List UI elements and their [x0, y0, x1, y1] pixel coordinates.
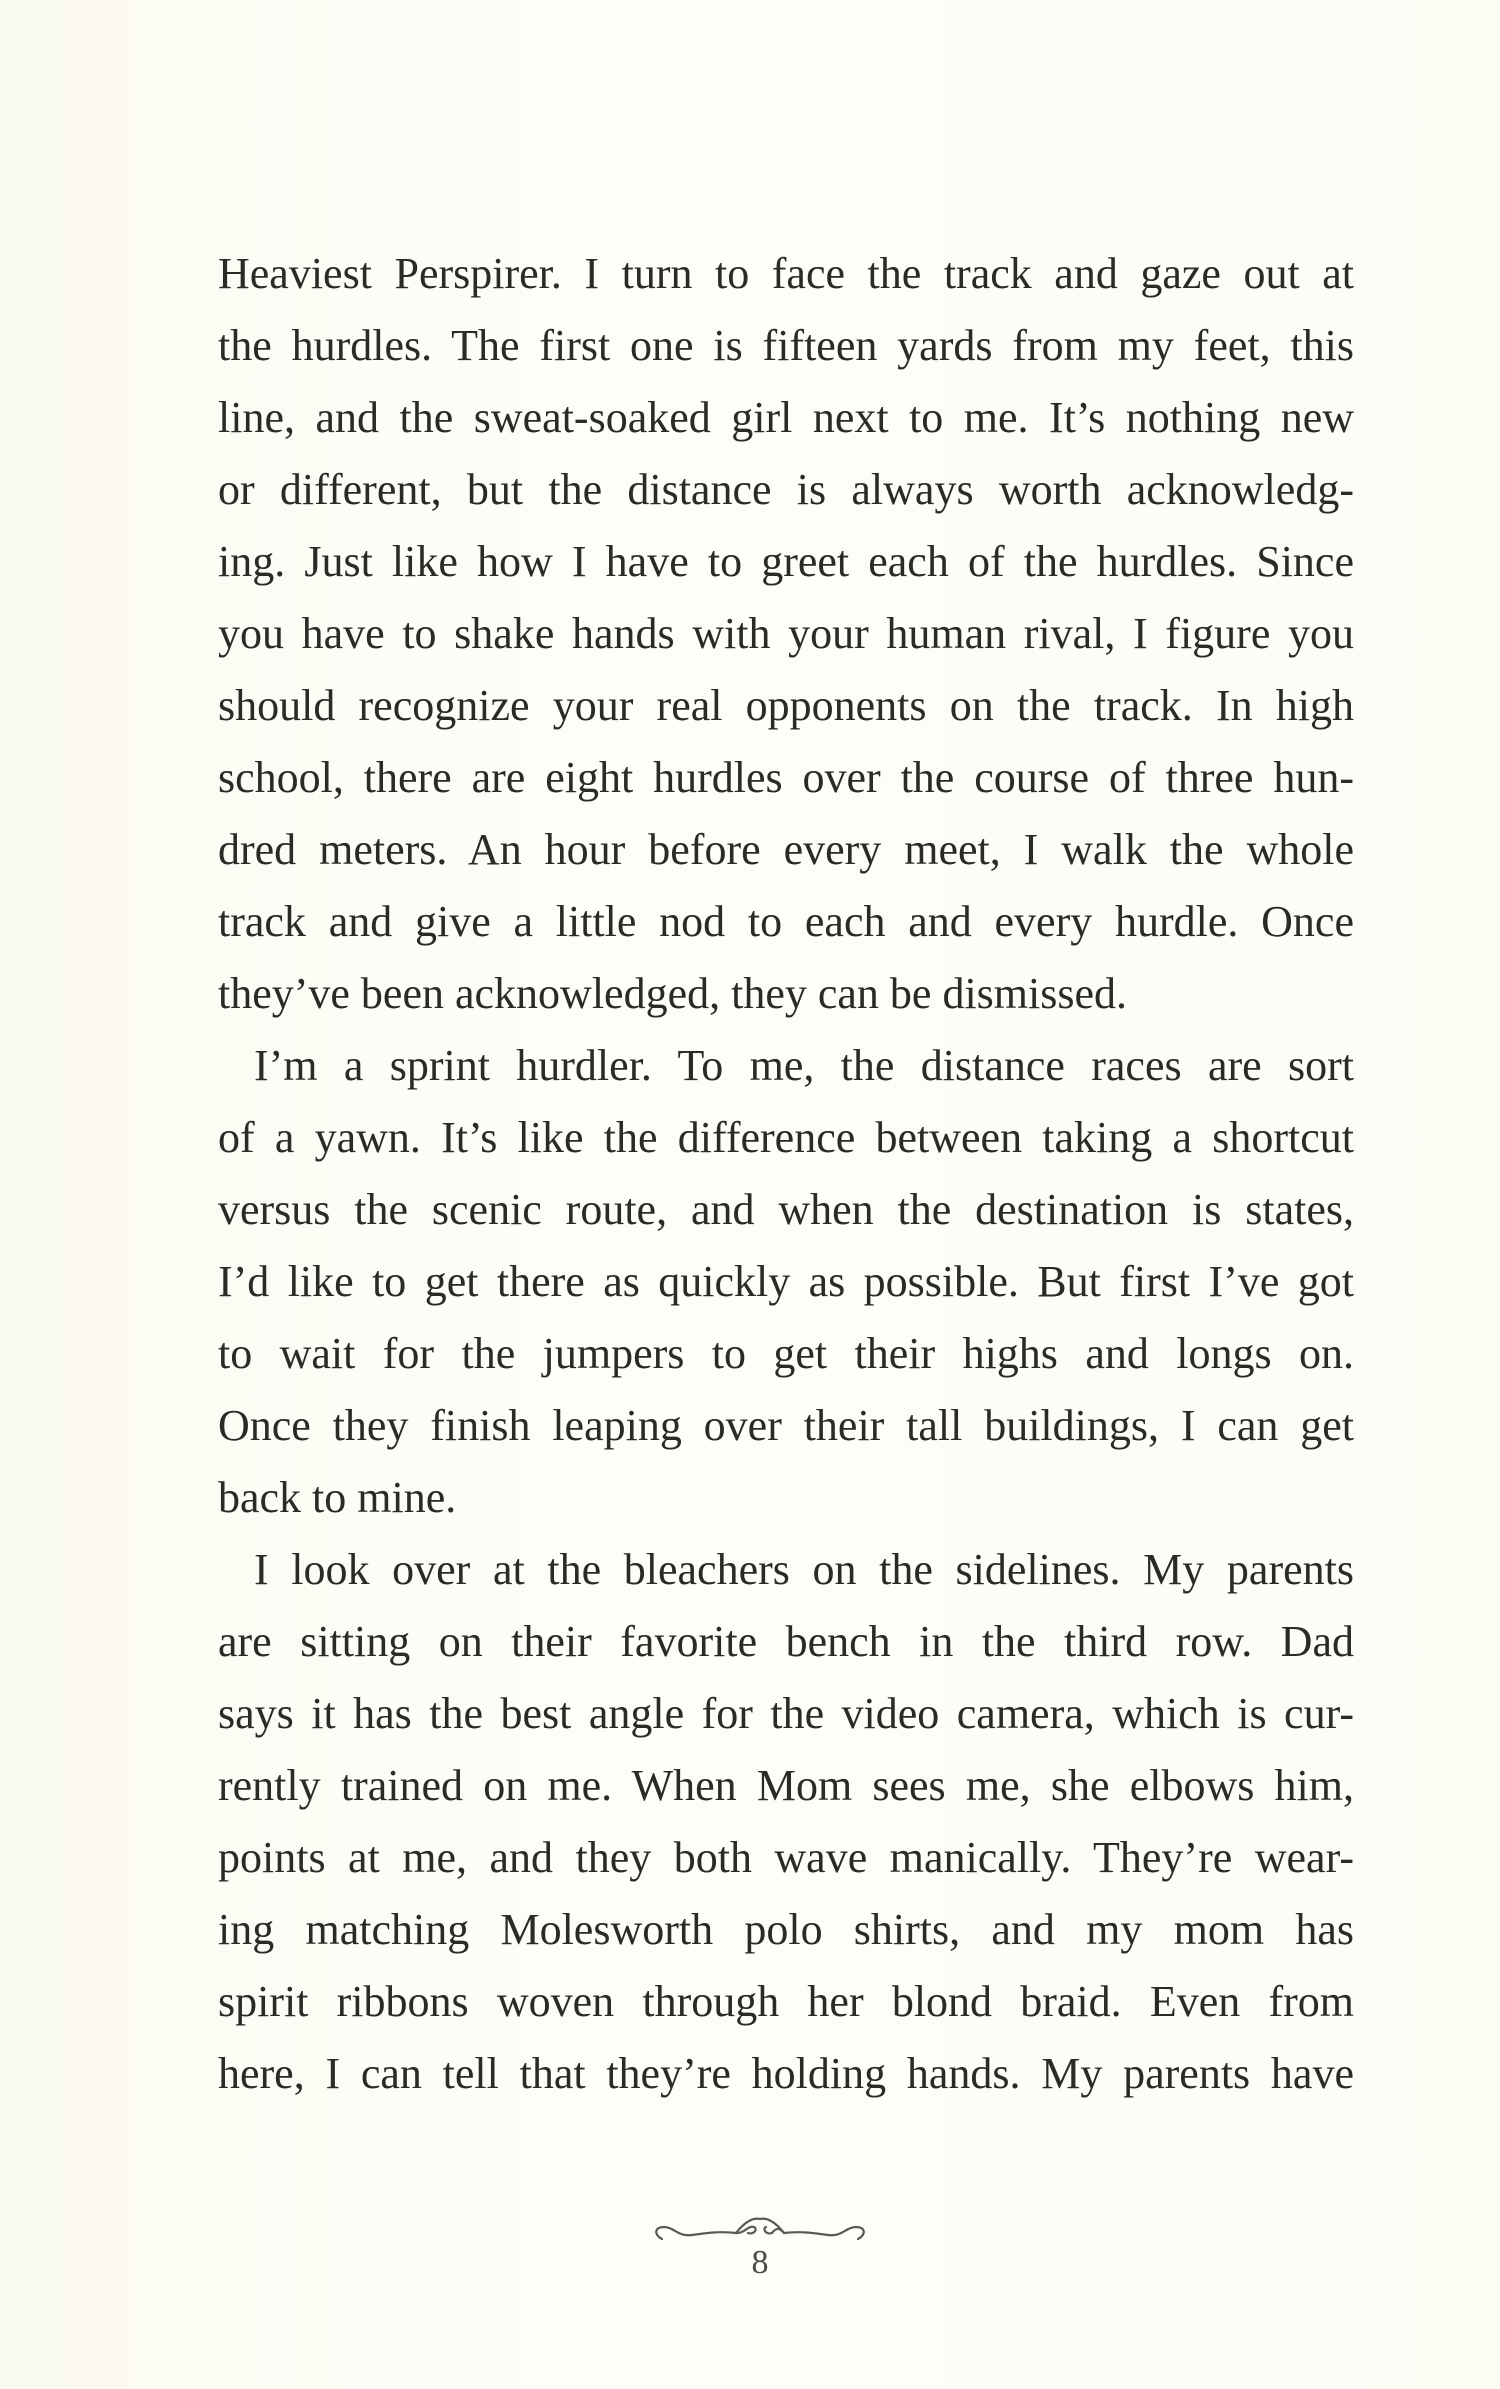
text-line: I’m a sprint hurdler. To me, the distance races are sort	[254, 1041, 1354, 1090]
page-folio	[640, 2205, 880, 2295]
text-line: points at me, and they both wave manically. They’re wear-	[218, 1833, 1354, 1882]
text-line: track and give a little nod to each and every hurdle. Once	[218, 897, 1354, 946]
text-line: you have to shake hands with your human rival, I figure you	[218, 609, 1354, 658]
text-line: to wait for the jumpers to get their highs and longs on.	[218, 1329, 1354, 1378]
text-line: ing matching Molesworth polo shirts, and my mom has	[218, 1905, 1354, 1954]
text-line: here, I can tell that they’re holding hands. My parents have	[218, 2049, 1354, 2098]
text-line: back to mine.	[218, 1473, 457, 1522]
text-line: Once they finish leaping over their tall buildings, I can get	[218, 1401, 1354, 1450]
body-text	[218, 238, 1354, 2110]
text-line: of a yawn. It’s like the difference between taking a shortcut	[218, 1113, 1354, 1162]
paragraph-1	[218, 238, 1354, 1030]
text-line: I look over at the bleachers on the sidelines. My parents	[254, 1545, 1354, 1594]
text-line: says it has the best angle for the video camera, which is cur-	[218, 1689, 1354, 1738]
paragraph-2	[218, 1030, 1354, 1534]
text-line: versus the scenic route, and when the destination is states,	[218, 1185, 1354, 1234]
text-line: rently trained on me. When Mom sees me, she elbows him,	[218, 1761, 1354, 1810]
text-line: dred meters. An hour before every meet, I walk the whole	[218, 825, 1354, 874]
text-line: the hurdles. The first one is fifteen yards from my feet, this	[218, 321, 1354, 370]
text-line: school, there are eight hurdles over the course of three hun-	[218, 753, 1354, 802]
text-line: should recognize your real opponents on the track. In high	[218, 681, 1354, 730]
text-line: I’d like to get there as quickly as possible. But first I’ve got	[218, 1257, 1354, 1306]
page-number: 8	[751, 2244, 769, 2281]
text-line: are sitting on their favorite bench in the third row. Dad	[218, 1617, 1354, 1666]
text-line: line, and the sweat-soaked girl next to me. It’s nothing new	[218, 393, 1354, 442]
text-line: or different, but the distance is always worth acknowledg-	[218, 465, 1354, 514]
text-line: they’ve been acknowledged, they can be dismissed.	[218, 969, 1128, 1018]
text-line: ing. Just like how I have to greet each of the hurdles. Since	[218, 537, 1354, 586]
text-line: spirit ribbons woven through her blond braid. Even from	[218, 1977, 1354, 2026]
paragraph-3	[218, 1534, 1354, 2110]
text-line: Heaviest Perspirer. I turn to face the track and gaze out at	[218, 249, 1354, 298]
